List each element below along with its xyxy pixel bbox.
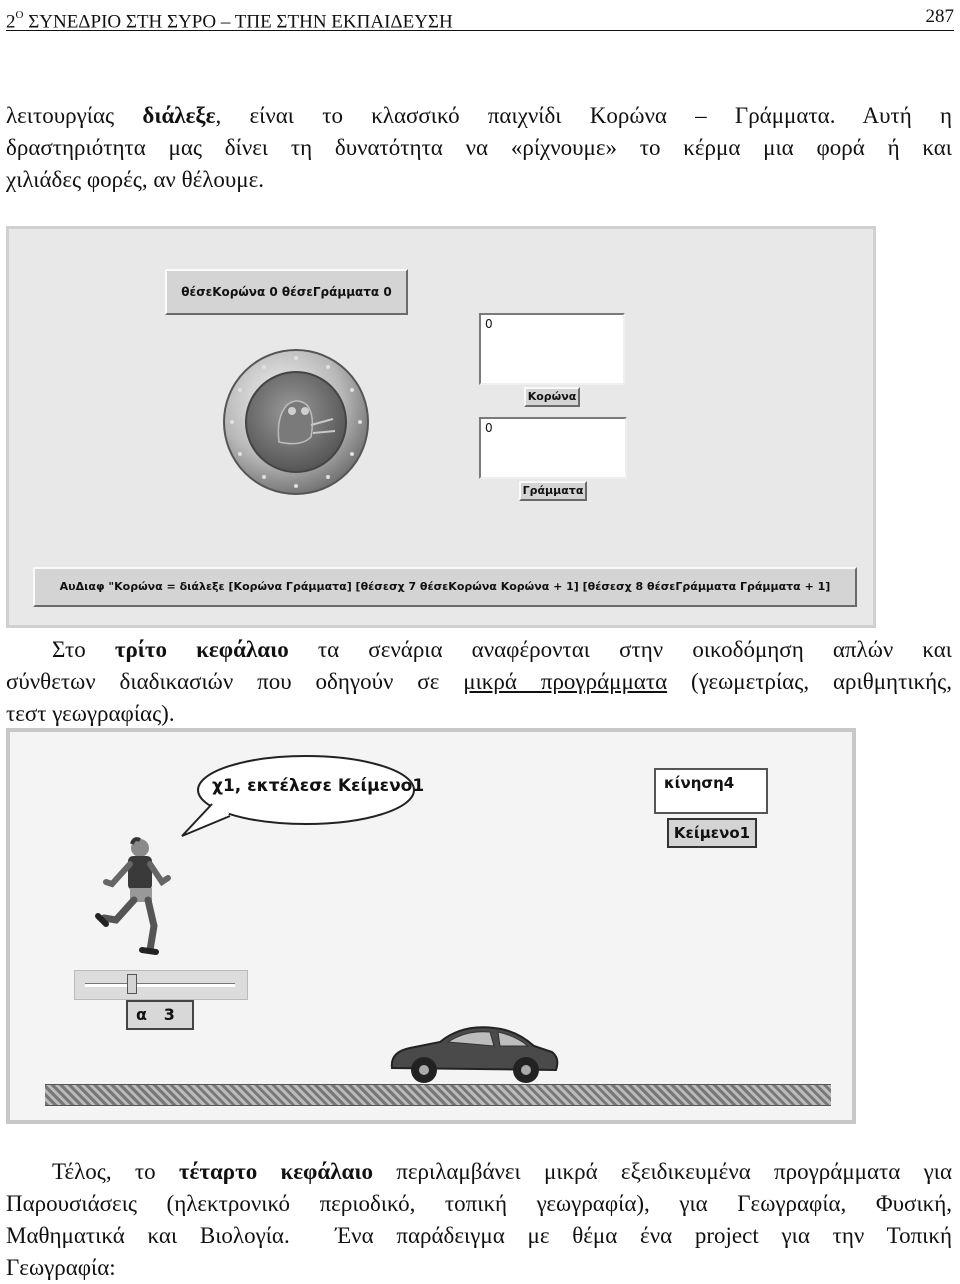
paragraph-2 [6, 634, 952, 730]
heads-button[interactable]: Κορώνα [524, 387, 580, 407]
text-box-kinisi[interactable]: κίνηση4 [654, 768, 768, 814]
text-run: Τέλος, το [52, 1159, 179, 1184]
heads-count-field[interactable]: 0 [479, 313, 625, 385]
text-run: Στο [52, 637, 115, 662]
car-image [384, 1018, 564, 1088]
conference-name: ΣΥΝΕΔΡΙΟ ΣΤΗ ΣΥΡΟ – ΤΠΕ ΣΤΗΝ ΕΚΠΑΙΔΕΥΣΗ [23, 11, 453, 33]
tails-count-field[interactable]: 0 [479, 417, 627, 479]
paragraph-3-line-2: Παρουσιάσεις (ηλεκτρονικό περιοδικό, τοπική γεωγραφία), για Γεωγραφία, Φυσική, [6, 1191, 952, 1216]
paragraph-3 [6, 1156, 952, 1284]
paragraph-1-line-1 [6, 100, 952, 132]
running-header [6, 4, 954, 31]
text-run: (γεωμετρίας, αριθμητικής, [667, 669, 952, 694]
slider-track [85, 983, 235, 987]
conference-title [6, 4, 453, 35]
command-button[interactable]: ΑυΔιαφ "Κορώνα = διάλεξε [Κορώνα Γράμματα] [θέσεσχ 7 θέσεΚορώνα Κορώνα + 1] [θέσεσχ 8 θέσεΓράμματα Γράμματα + 1] [33, 567, 857, 607]
paragraph-2-line-2 [6, 666, 952, 698]
paragraph-1-line-2: δραστηριότητα μας δίνει τη δυνατότητα να «ρίχνουμε» το κέρμα μια φορά ή και [6, 135, 952, 160]
paragraph-1 [6, 100, 952, 196]
page-number: 287 [925, 6, 954, 27]
coin-toss-figure [6, 226, 876, 628]
bold-term: διάλεξε [142, 103, 216, 128]
text-run: , είναι το κλασσικό παιχνίδι Κορώνα – Γράμματα. Αυτή η [215, 103, 953, 128]
text-run: σύνθετων διαδικασιών που οδηγούν σε [6, 669, 464, 694]
paragraph-2-line-1 [6, 634, 952, 666]
paragraph-3-line-1 [6, 1156, 952, 1188]
text-run: περιλαμβάνει μικρά εξειδικευμένα προγράμματα για [373, 1159, 952, 1184]
slider-thumb[interactable] [127, 974, 137, 994]
tails-button[interactable]: Γράμματα [519, 481, 587, 501]
slider-value-display [126, 1000, 194, 1030]
slider-name: α [136, 1005, 147, 1024]
conference-number: 2 [6, 11, 16, 33]
paragraph-2-line-3: τεστ γεωγραφίας). [6, 701, 175, 726]
euro-coin-image [221, 347, 371, 497]
speech-text: χ1, εκτέλεσε Κείμενο1 [212, 776, 425, 796]
paragraph-1-line-3: χιλιάδες φορές, αν θέλουμε. [6, 167, 265, 192]
paragraph-3-line-4: Γεωγραφία: [6, 1255, 116, 1280]
underlined-term: μικρά προγράμματα [463, 669, 668, 694]
text-run: τα σενάρια αναφέρονται στην οικοδόμηση απλών και [288, 637, 952, 662]
slider-value: 3 [163, 1005, 175, 1024]
keimeno-button[interactable]: Κείμενο1 [667, 818, 757, 848]
running-boy-image [94, 834, 184, 964]
paragraph-3-line-3: Μαθηματικά και Βιολογία. Ένα παράδειγμα με θέμα ένα project για την Τοπική [6, 1223, 952, 1248]
status-button[interactable]: θέσεΚορώνα 0 θέσεΓράμματα 0 [165, 269, 408, 315]
bold-term: τέταρτο κεφάλαιο [178, 1159, 374, 1184]
variable-slider[interactable] [74, 970, 248, 1000]
conference-superscript: Ο [15, 9, 24, 21]
animation-figure [6, 728, 856, 1124]
speech-bubble [160, 752, 420, 862]
text-run: λειτουργίας [6, 103, 143, 128]
road [45, 1084, 831, 1106]
bold-term: τρίτο κεφάλαιο [114, 637, 289, 662]
